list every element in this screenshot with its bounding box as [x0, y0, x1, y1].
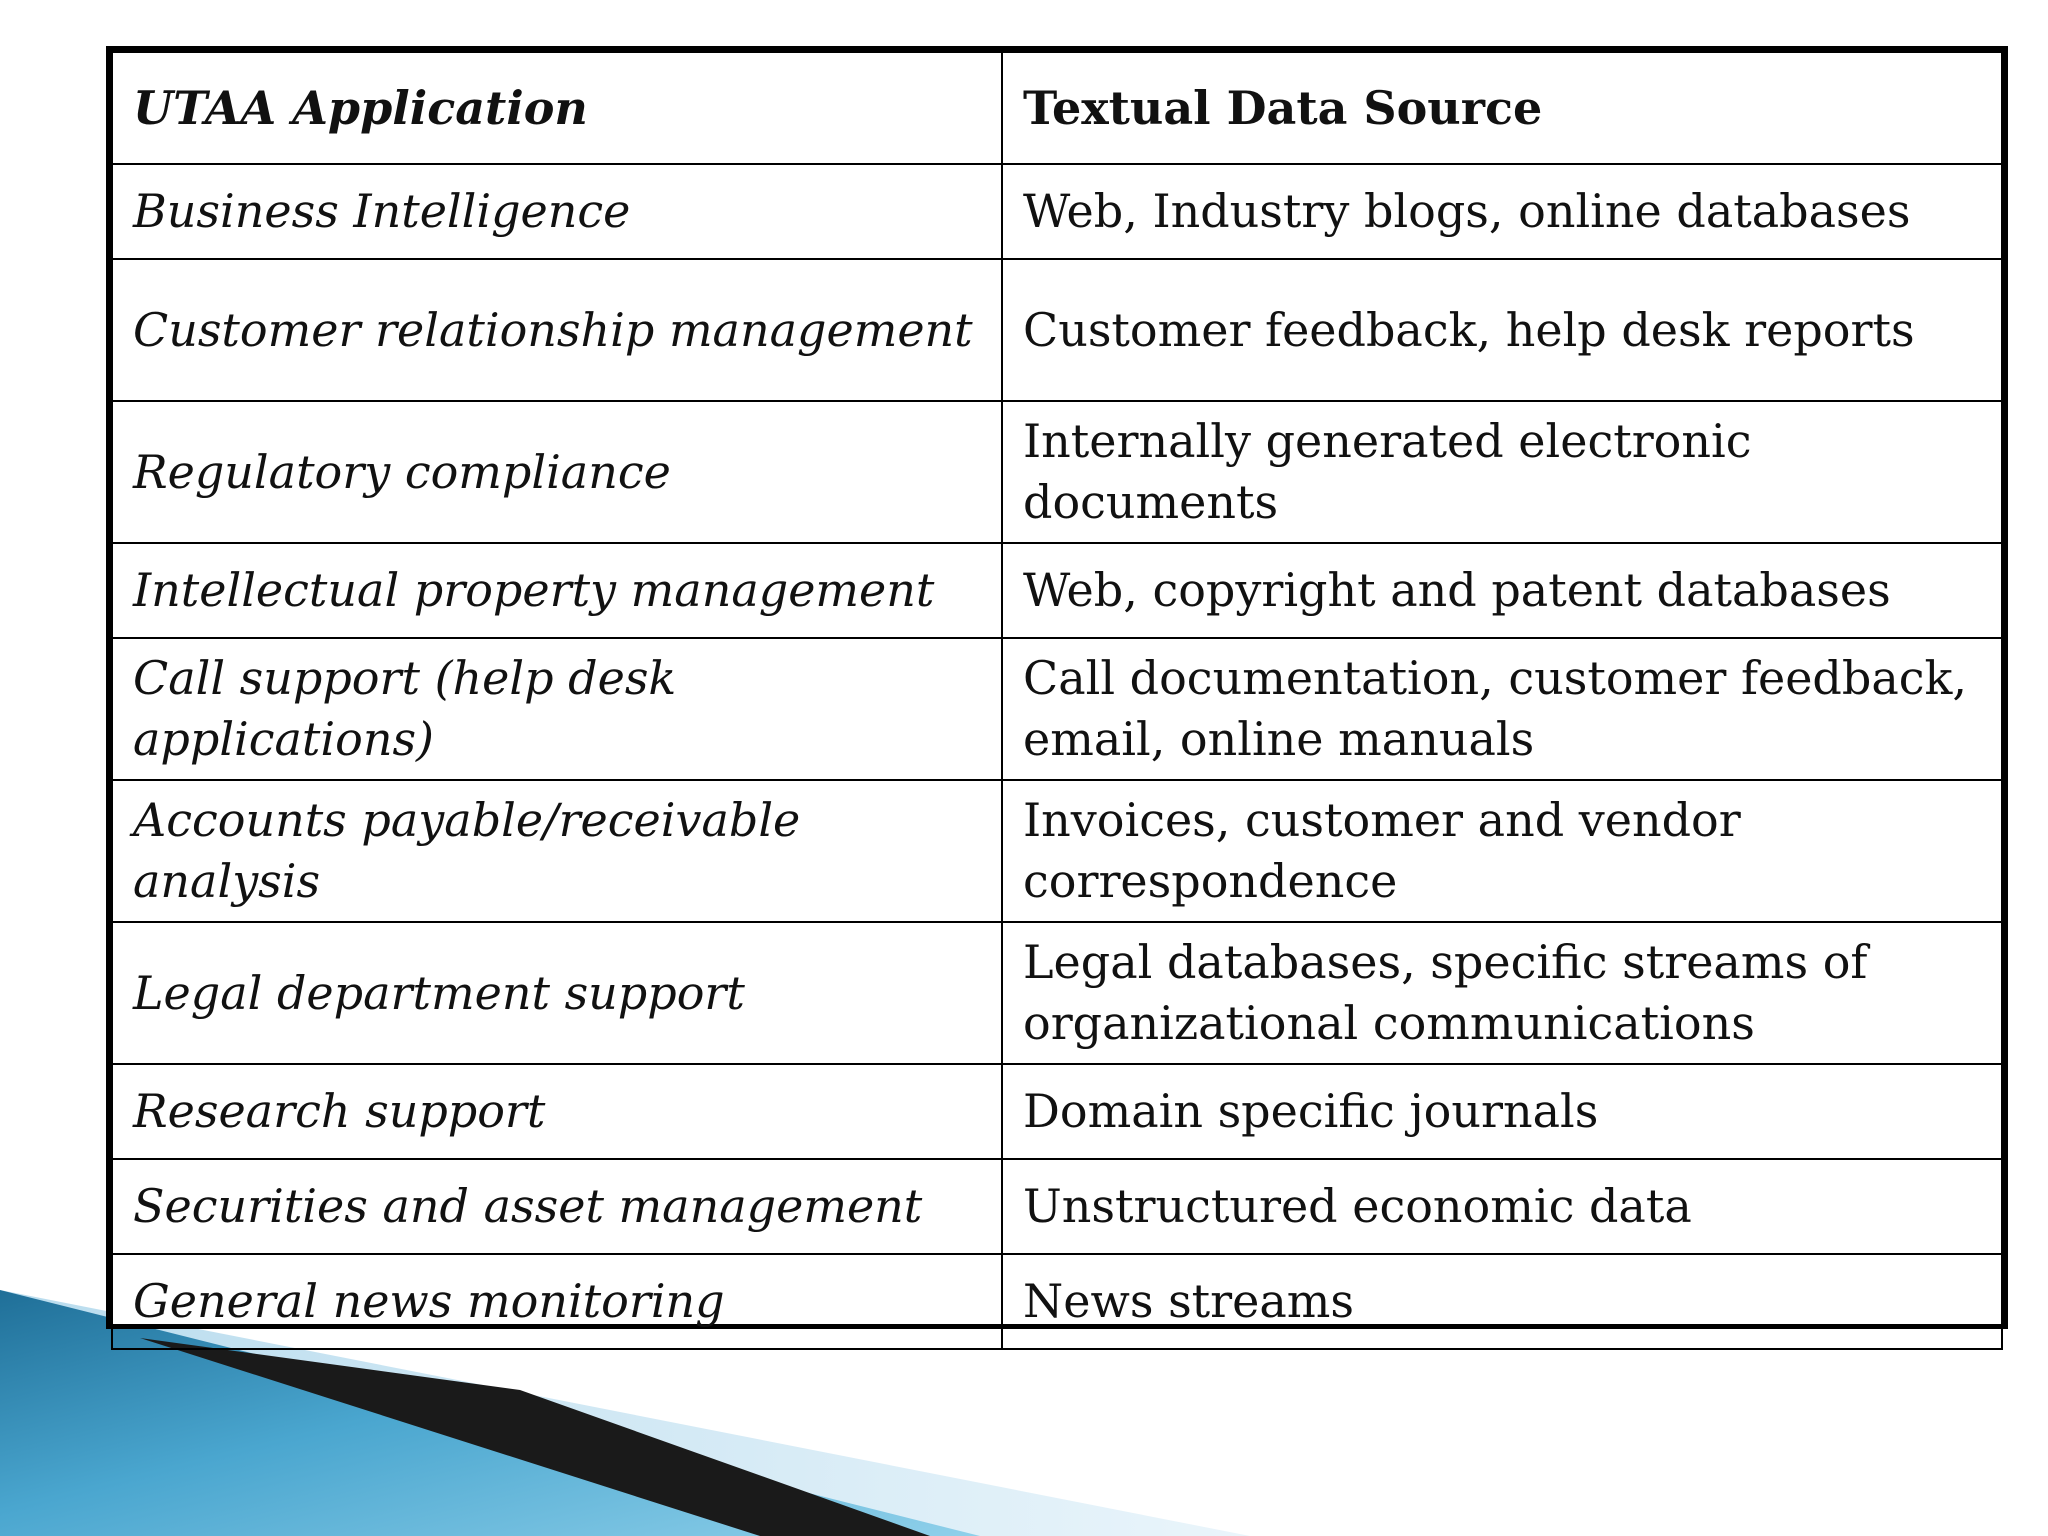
- table-row: [112, 1064, 2002, 1159]
- data-source-cell: Invoices, customer and vendor correspondence: [1002, 780, 2002, 922]
- table-row: [112, 259, 2002, 401]
- table-header-row: [112, 52, 2002, 164]
- application-cell: Accounts payable/receivable analysis: [112, 780, 1002, 922]
- data-source-cell: Web, copyright and patent databases: [1002, 543, 2002, 638]
- application-cell: Intellectual property management: [112, 543, 1002, 638]
- data-source-cell: Internally generated electronic documents: [1002, 401, 2002, 543]
- table-row: [112, 164, 2002, 259]
- table-row: [112, 401, 2002, 543]
- table-row: [112, 1254, 2002, 1349]
- header-utaa-application: UTAA Application: [112, 52, 1002, 164]
- table-row: [112, 780, 2002, 922]
- table-row: [112, 1159, 2002, 1254]
- applications-table: [111, 51, 2003, 1350]
- application-cell: Research support: [112, 1064, 1002, 1159]
- application-cell: Regulatory compliance: [112, 401, 1002, 543]
- table-row: [112, 543, 2002, 638]
- data-source-cell: Web, Industry blogs, online databases: [1002, 164, 2002, 259]
- data-source-cell: Call documentation, customer feedback, email, online manuals: [1002, 638, 2002, 780]
- data-source-cell: Unstructured economic data: [1002, 1159, 2002, 1254]
- application-cell: Customer relationship management: [112, 259, 1002, 401]
- application-cell: Securities and asset management: [112, 1159, 1002, 1254]
- data-source-cell: Domain specific journals: [1002, 1064, 2002, 1159]
- data-source-cell: Legal databases, specific streams of organizational communications: [1002, 922, 2002, 1064]
- application-cell: Business Intelligence: [112, 164, 1002, 259]
- table-row: [112, 638, 2002, 780]
- data-source-cell: News streams: [1002, 1254, 2002, 1349]
- data-source-cell: Customer feedback, help desk reports: [1002, 259, 2002, 401]
- table-container: [106, 46, 2008, 1329]
- application-cell: Legal department support: [112, 922, 1002, 1064]
- application-cell: General news monitoring: [112, 1254, 1002, 1349]
- header-textual-data-source: Textual Data Source: [1002, 52, 2002, 164]
- application-cell: Call support (help desk applications): [112, 638, 1002, 780]
- table-row: [112, 922, 2002, 1064]
